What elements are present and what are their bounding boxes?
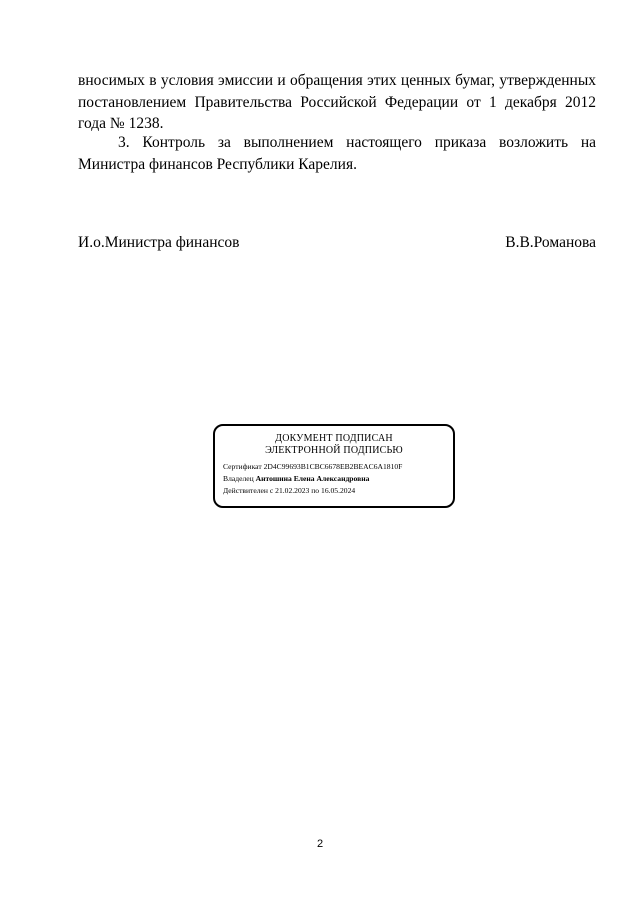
valid-to-label: по: [311, 486, 320, 495]
certificate-value: 2D4C99693B1CBC6678EB2BEAC6A1810F: [263, 462, 403, 471]
stamp-certificate-line: [223, 461, 445, 473]
stamp-owner-line: [223, 473, 445, 485]
page-number: 2: [316, 838, 324, 850]
signer-position: И.о.Министра финансов: [78, 234, 240, 251]
stamp-validity-line: [223, 485, 445, 497]
owner-value: Антошина Елена Александровна: [255, 474, 370, 483]
signature-block: [78, 232, 596, 253]
stamp-title-line-2: ЭЛЕКТРОННОЙ ПОДПИСЬЮ: [265, 445, 403, 456]
stamp-title-line-1: ДОКУМЕНТ ПОДПИСАН: [275, 433, 393, 444]
valid-from-label: с: [269, 486, 274, 495]
paragraph-1: вносимых в условия эмиссии и обращения этих ценных бумаг, утвержденных постановлением Правительства Российской Федерации от 1 декабря 2012 года № 1238.: [78, 72, 596, 132]
paragraph-2-text: 3. Контроль за выполнением настоящего приказа возложить на Министра финансов Республики Карелия.: [78, 134, 596, 173]
owner-label: Владелец: [223, 474, 254, 483]
certificate-label: Сертификат: [223, 462, 262, 471]
valid-to: 16.05.2024: [321, 486, 356, 495]
valid-label: Действителен: [223, 486, 268, 495]
electronic-signature-stamp: [213, 424, 455, 508]
stamp-details: [223, 461, 445, 497]
signer-name: В.В.Романова: [505, 234, 596, 251]
paragraph-2: [78, 132, 596, 175]
valid-from: 21.02.2023: [275, 486, 310, 495]
